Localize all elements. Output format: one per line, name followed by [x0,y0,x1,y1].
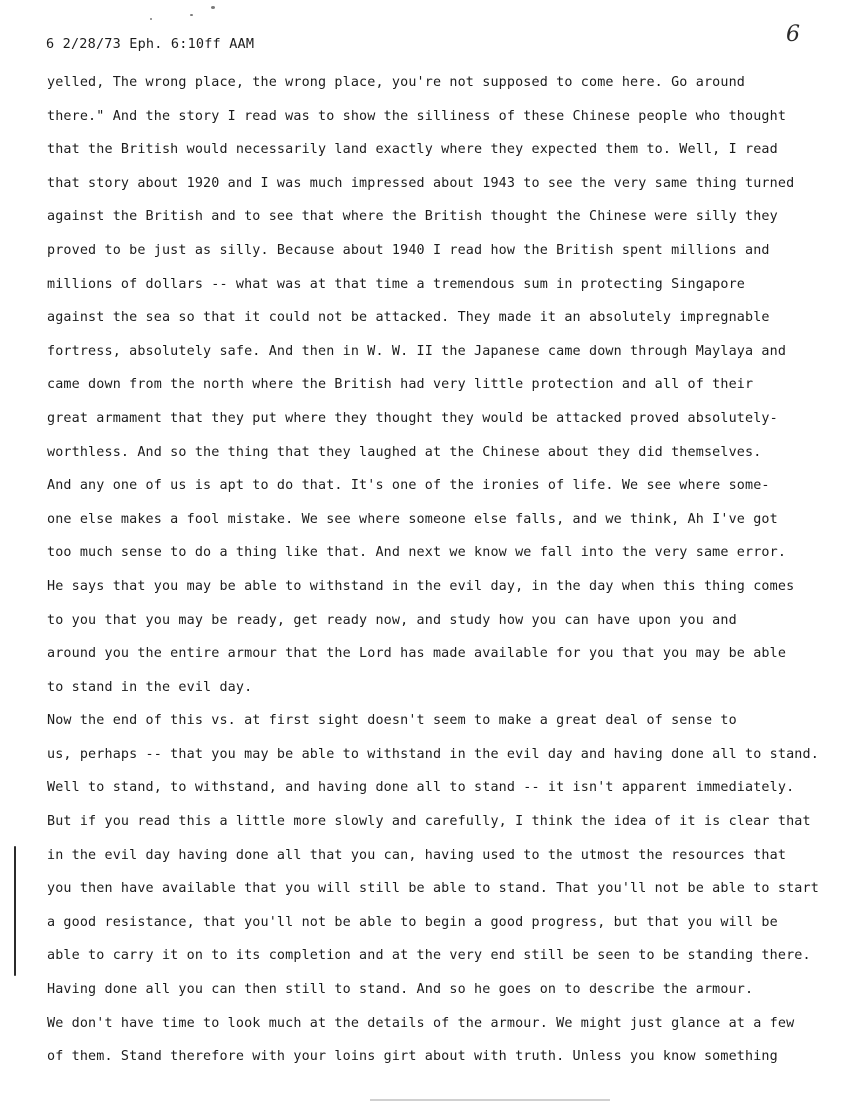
text-line: He says that you may be able to withstand in the evil day, in the day when this thing comes [47,578,795,594]
text-line: that story about 1920 and I was much impressed about 1943 to see the very same thing turned [47,175,795,191]
text-line: you then have available that you will still be able to stand. That you'll not be able to start [47,881,819,897]
text-line: millions of dollars -- what was at that time a tremendous sum in protecting Singapore [47,276,746,292]
typed-body-text [47,72,837,1080]
text-line: there." And the story I read was to show the silliness of these Chinese people who thought [47,108,787,124]
text-line: in the evil day having done all that you can, having used to the utmost the resources that [47,847,787,863]
page-header: 6 2/28/73 Eph. 6:10ff AAM [46,36,255,52]
text-line: able to carry it on to its completion and at the very end still be seen to be standing there. [47,948,811,964]
text-line: proved to be just as silly. Because about 1940 I read how the British spent millions and [47,242,770,258]
text-line: Having done all you can then still to stand. And so he goes on to describe the armour. [47,982,754,998]
text-line: against the British and to see that where the British thought the Chinese were silly they [47,209,778,225]
text-line: But if you read this a little more slowly and carefully, I think the idea of it is clear that [47,814,811,830]
paper-speck [150,18,152,20]
text-line: too much sense to do a thing like that. And next we know we fall into the very same error. [47,545,787,561]
text-line: one else makes a fool mistake. We see where someone else falls, and we think, Ah I've got [47,511,778,527]
paper-speck [190,14,193,16]
text-line: us, perhaps -- that you may be able to withstand in the evil day and having done all to stand. [47,746,819,762]
margin-mark [14,846,16,976]
page-edge-shadow [370,1099,610,1101]
text-line: worthless. And so the thing that they laughed at the Chinese about they did themselves. [47,444,762,460]
text-line: great armament that they put where they thought they would be attacked proved absolutely- [47,410,778,426]
text-line: fortress, absolutely safe. And then in W. W. II the Japanese came down through Maylaya and [47,343,787,359]
text-line: around you the entire armour that the Lord has made available for you that you may be able [47,646,787,662]
text-line: to you that you may be ready, get ready now, and study how you can have upon you and [47,612,737,628]
text-line: And any one of us is apt to do that. It's one of the ironies of life. We see where some- [47,478,770,494]
text-line: a good resistance, that you'll not be able to begin a good progress, but that you will be [47,914,778,930]
paper-speck [211,6,215,9]
text-line: came down from the north where the British had very little protection and all of their [47,377,754,393]
text-line: We don't have time to look much at the details of the armour. We might just glance at a few [47,1015,795,1031]
handwritten-page-number: 6 [786,22,800,47]
text-line: yelled, The wrong place, the wrong place, you're not supposed to come here. Go around [47,75,746,90]
text-line: Well to stand, to withstand, and having done all to stand -- it isn't apparent immediately. [47,780,795,796]
text-line: of them. Stand therefore with your loins girt about with truth. Unless you know something [47,1049,778,1065]
text-line: against the sea so that it could not be attacked. They made it an absolutely impregnable [47,310,770,326]
paragraph-first-line: Now the end of this vs. at first sight doesn't seem to make a great deal of sense to [47,713,737,729]
text-line: that the British would necessarily land exactly where they expected them to. Well, I read [47,142,778,158]
text-line: to stand in the evil day. [47,679,253,695]
